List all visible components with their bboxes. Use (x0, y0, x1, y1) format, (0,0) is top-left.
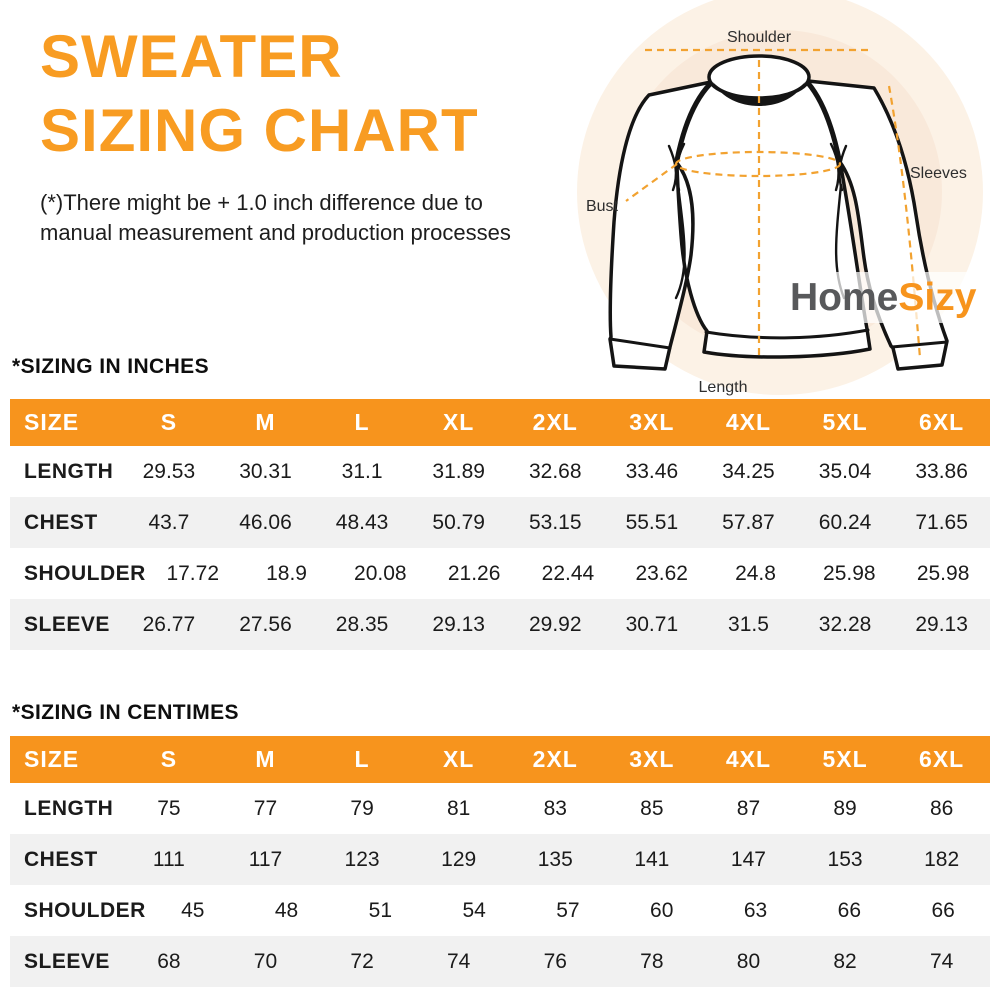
cm-section-heading: *SIZING IN CENTIMES (12, 701, 239, 724)
value-cell: 77 (253, 796, 278, 820)
column-header: XL (442, 746, 475, 772)
value-cell: 86 (929, 796, 954, 820)
value-cell: 87 (736, 796, 761, 820)
value-cell: 27.56 (239, 612, 292, 636)
row-label: LENGTH (24, 796, 114, 820)
value-cell: 123 (344, 847, 380, 871)
value-cell: 45 (181, 898, 205, 922)
value-cell: 34.25 (722, 459, 775, 483)
value-cell: 70 (253, 949, 278, 973)
value-cell: 129 (441, 847, 477, 871)
value-cell: 82 (833, 949, 857, 973)
value-cell: 78 (640, 949, 664, 973)
value-cell: 25.98 (823, 561, 876, 585)
value-cell: 182 (924, 847, 960, 871)
page-title-line2: SIZING CHART (40, 97, 479, 164)
disclaimer-line1: (*)There might be + 1.0 inch difference due to (40, 190, 483, 215)
column-header: M (255, 409, 276, 435)
cm-size-table (10, 736, 990, 987)
column-header: L (354, 746, 370, 772)
value-cell: 153 (827, 847, 863, 871)
value-cell: 46.06 (239, 510, 292, 534)
value-cell: 18.9 (266, 561, 307, 585)
value-cell: 75 (157, 796, 181, 820)
column-header: S (160, 409, 178, 435)
disclaimer-line2: manual measurement and production processes (40, 220, 511, 245)
table-header-row (10, 399, 990, 446)
value-cell: 24.8 (735, 561, 776, 585)
inches-size-table (10, 399, 990, 650)
value-cell: 117 (248, 847, 283, 871)
value-cell: 71.65 (915, 510, 968, 534)
value-cell: 30.31 (239, 459, 292, 483)
value-cell: 23.62 (635, 561, 688, 585)
value-cell: 83 (543, 796, 567, 820)
size-column-header: SIZE (24, 409, 80, 435)
value-cell: 29.13 (432, 612, 485, 636)
value-cell: 68 (157, 949, 181, 973)
column-header: 2XL (532, 746, 578, 772)
column-header: 3XL (629, 409, 675, 435)
value-cell: 22.44 (541, 561, 595, 585)
value-cell: 85 (640, 796, 664, 820)
value-cell: 63 (743, 898, 768, 922)
brand-logo (776, 272, 977, 323)
value-cell: 31.89 (432, 459, 485, 483)
value-cell: 66 (931, 898, 955, 922)
value-cell: 53.15 (528, 510, 582, 534)
value-cell: 20.08 (354, 561, 407, 585)
size-column-header: SIZE (24, 746, 80, 772)
svg-text:HomeSizy (790, 276, 977, 319)
table-row (10, 783, 990, 834)
value-cell: 32.68 (528, 459, 582, 483)
value-cell: 48 (274, 898, 299, 922)
value-cell: 55.51 (625, 510, 679, 534)
value-cell: 29.92 (528, 612, 582, 636)
value-cell: 74 (929, 949, 954, 973)
value-cell: 32.28 (818, 612, 872, 636)
table-row (10, 446, 990, 497)
value-cell: 135 (537, 847, 573, 871)
row-label: CHEST (24, 847, 98, 871)
shoulder-label: Shoulder (726, 29, 792, 46)
value-cell: 21.26 (447, 561, 501, 585)
value-cell: 30.71 (625, 612, 679, 636)
column-header: 2XL (532, 409, 578, 435)
value-cell: 51 (368, 898, 393, 922)
value-cell: 48.43 (335, 510, 389, 534)
sweater-illustration (560, 0, 1000, 400)
value-cell: 35.04 (818, 459, 872, 483)
page-title (40, 20, 479, 168)
row-label: SLEEVE (24, 949, 110, 973)
table-header-row (10, 736, 990, 783)
row-label: CHEST (24, 510, 98, 534)
value-cell: 80 (736, 949, 761, 973)
value-cell: 66 (837, 898, 861, 922)
page-title-line1: SWEATER (40, 23, 343, 90)
brand-logo-sizy: Sizy (898, 276, 977, 319)
value-cell: 31.5 (728, 612, 769, 636)
value-cell: 29.13 (915, 612, 968, 636)
value-cell: 147 (730, 847, 766, 871)
value-cell: 74 (446, 949, 471, 973)
column-header: 4XL (725, 746, 772, 772)
column-header: 5XL (822, 409, 868, 435)
value-cell: 29.53 (142, 459, 196, 483)
value-cell: 60 (650, 898, 674, 922)
table-row (10, 834, 990, 885)
value-cell: 25.98 (916, 561, 970, 585)
column-header: 5XL (822, 746, 868, 772)
row-label: SHOULDER (24, 898, 146, 922)
value-cell: 81 (446, 796, 471, 820)
column-header: 6XL (919, 409, 965, 435)
column-header: M (255, 746, 276, 772)
bust-label: Bust (585, 198, 619, 215)
value-cell: 33.46 (625, 459, 679, 483)
disclaimer-text (40, 188, 511, 248)
column-header: 3XL (629, 746, 675, 772)
length-label: Length (698, 379, 748, 396)
column-header: S (160, 746, 178, 772)
inches-section-heading: *SIZING IN INCHES (12, 355, 209, 378)
value-cell: 76 (543, 949, 567, 973)
sleeves-label: Sleeves (910, 165, 967, 182)
value-cell: 72 (350, 949, 374, 973)
value-cell: 28.35 (335, 612, 389, 636)
row-label: SLEEVE (24, 612, 110, 636)
table-row (10, 599, 990, 650)
value-cell: 57 (556, 898, 580, 922)
brand-logo-home: Home (790, 276, 899, 319)
value-cell: 89 (833, 796, 857, 820)
value-cell: 17.72 (166, 561, 220, 585)
sweater-diagram (560, 0, 1000, 400)
column-header: 6XL (919, 746, 965, 772)
value-cell: 26.77 (142, 612, 196, 636)
table-row (10, 548, 990, 599)
value-cell: 33.86 (915, 459, 968, 483)
row-label: SHOULDER (24, 561, 146, 585)
table-row (10, 936, 990, 987)
value-cell: 57.87 (722, 510, 775, 534)
table-row (10, 885, 990, 936)
value-cell: 31.1 (341, 459, 383, 483)
value-cell: 43.7 (148, 510, 190, 534)
row-label: LENGTH (24, 459, 114, 483)
value-cell: 54 (462, 898, 486, 922)
value-cell: 141 (634, 847, 670, 871)
value-cell: 79 (350, 796, 374, 820)
value-cell: 60.24 (818, 510, 872, 534)
column-header: 4XL (725, 409, 772, 435)
column-header: L (354, 409, 370, 435)
value-cell: 50.79 (432, 510, 485, 534)
table-row (10, 497, 990, 548)
column-header: XL (442, 409, 475, 435)
value-cell: 111 (152, 847, 185, 871)
